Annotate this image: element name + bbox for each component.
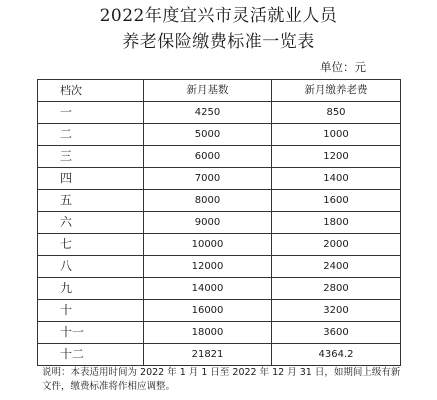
base-cell: 9000 (144, 212, 272, 234)
fee-cell: 1000 (272, 124, 401, 146)
grade-cell: 二 (38, 124, 144, 146)
table-row (38, 124, 401, 146)
table-header-row (38, 80, 401, 102)
base-cell: 18000 (144, 322, 272, 344)
base-cell: 16000 (144, 300, 272, 322)
header-grade: 档次 (38, 80, 144, 102)
header-monthly-base: 新月基数 (144, 80, 272, 102)
table-row (38, 300, 401, 322)
fee-cell: 2800 (272, 278, 401, 300)
unit-label: 单位：元 (320, 60, 366, 74)
table-row (38, 102, 401, 124)
table-row (38, 344, 401, 366)
base-cell: 5000 (144, 124, 272, 146)
fee-cell: 1600 (272, 190, 401, 212)
base-cell: 10000 (144, 234, 272, 256)
grade-cell: 七 (38, 234, 144, 256)
table-row (38, 278, 401, 300)
table-row (38, 146, 401, 168)
table-row (38, 234, 401, 256)
grade-cell: 十一 (38, 322, 144, 344)
note-line-2: 文件，缴费标准将作相应调整。 (42, 381, 176, 392)
document-title-line-2: 养老保险缴费标准一览表 (122, 32, 315, 52)
fee-cell: 3200 (272, 300, 401, 322)
fee-standard-table (37, 79, 401, 366)
document-title-line-1: 2022年度宜兴市灵活就业人员 (99, 6, 338, 26)
grade-cell: 八 (38, 256, 144, 278)
header-monthly-pension-fee: 新月缴养老费 (272, 80, 401, 102)
base-cell: 7000 (144, 168, 272, 190)
grade-cell: 十 (38, 300, 144, 322)
fee-cell: 1400 (272, 168, 401, 190)
fee-cell: 1800 (272, 212, 401, 234)
grade-cell: 十二 (38, 344, 144, 366)
explanatory-note (42, 366, 402, 394)
fee-cell: 2000 (272, 234, 401, 256)
table-row (38, 190, 401, 212)
base-cell: 12000 (144, 256, 272, 278)
grade-cell: 五 (38, 190, 144, 212)
grade-cell: 一 (38, 102, 144, 124)
base-cell: 4250 (144, 102, 272, 124)
fee-cell: 3600 (272, 322, 401, 344)
base-cell: 21821 (144, 344, 272, 366)
fee-cell: 850 (272, 102, 401, 124)
table-row (38, 322, 401, 344)
fee-cell: 1200 (272, 146, 401, 168)
table-row (38, 212, 401, 234)
base-cell: 14000 (144, 278, 272, 300)
fee-cell: 4364.2 (272, 344, 401, 366)
note-line-1: 说明：本表适用时间为 2022 年 1 月 1 日至 2022 年 12 月 31 日，如期间上级有新 (42, 367, 401, 378)
grade-cell: 六 (38, 212, 144, 234)
table-row (38, 168, 401, 190)
table-row (38, 256, 401, 278)
fee-cell: 2400 (272, 256, 401, 278)
grade-cell: 九 (38, 278, 144, 300)
grade-cell: 四 (38, 168, 144, 190)
base-cell: 6000 (144, 146, 272, 168)
grade-cell: 三 (38, 146, 144, 168)
base-cell: 8000 (144, 190, 272, 212)
